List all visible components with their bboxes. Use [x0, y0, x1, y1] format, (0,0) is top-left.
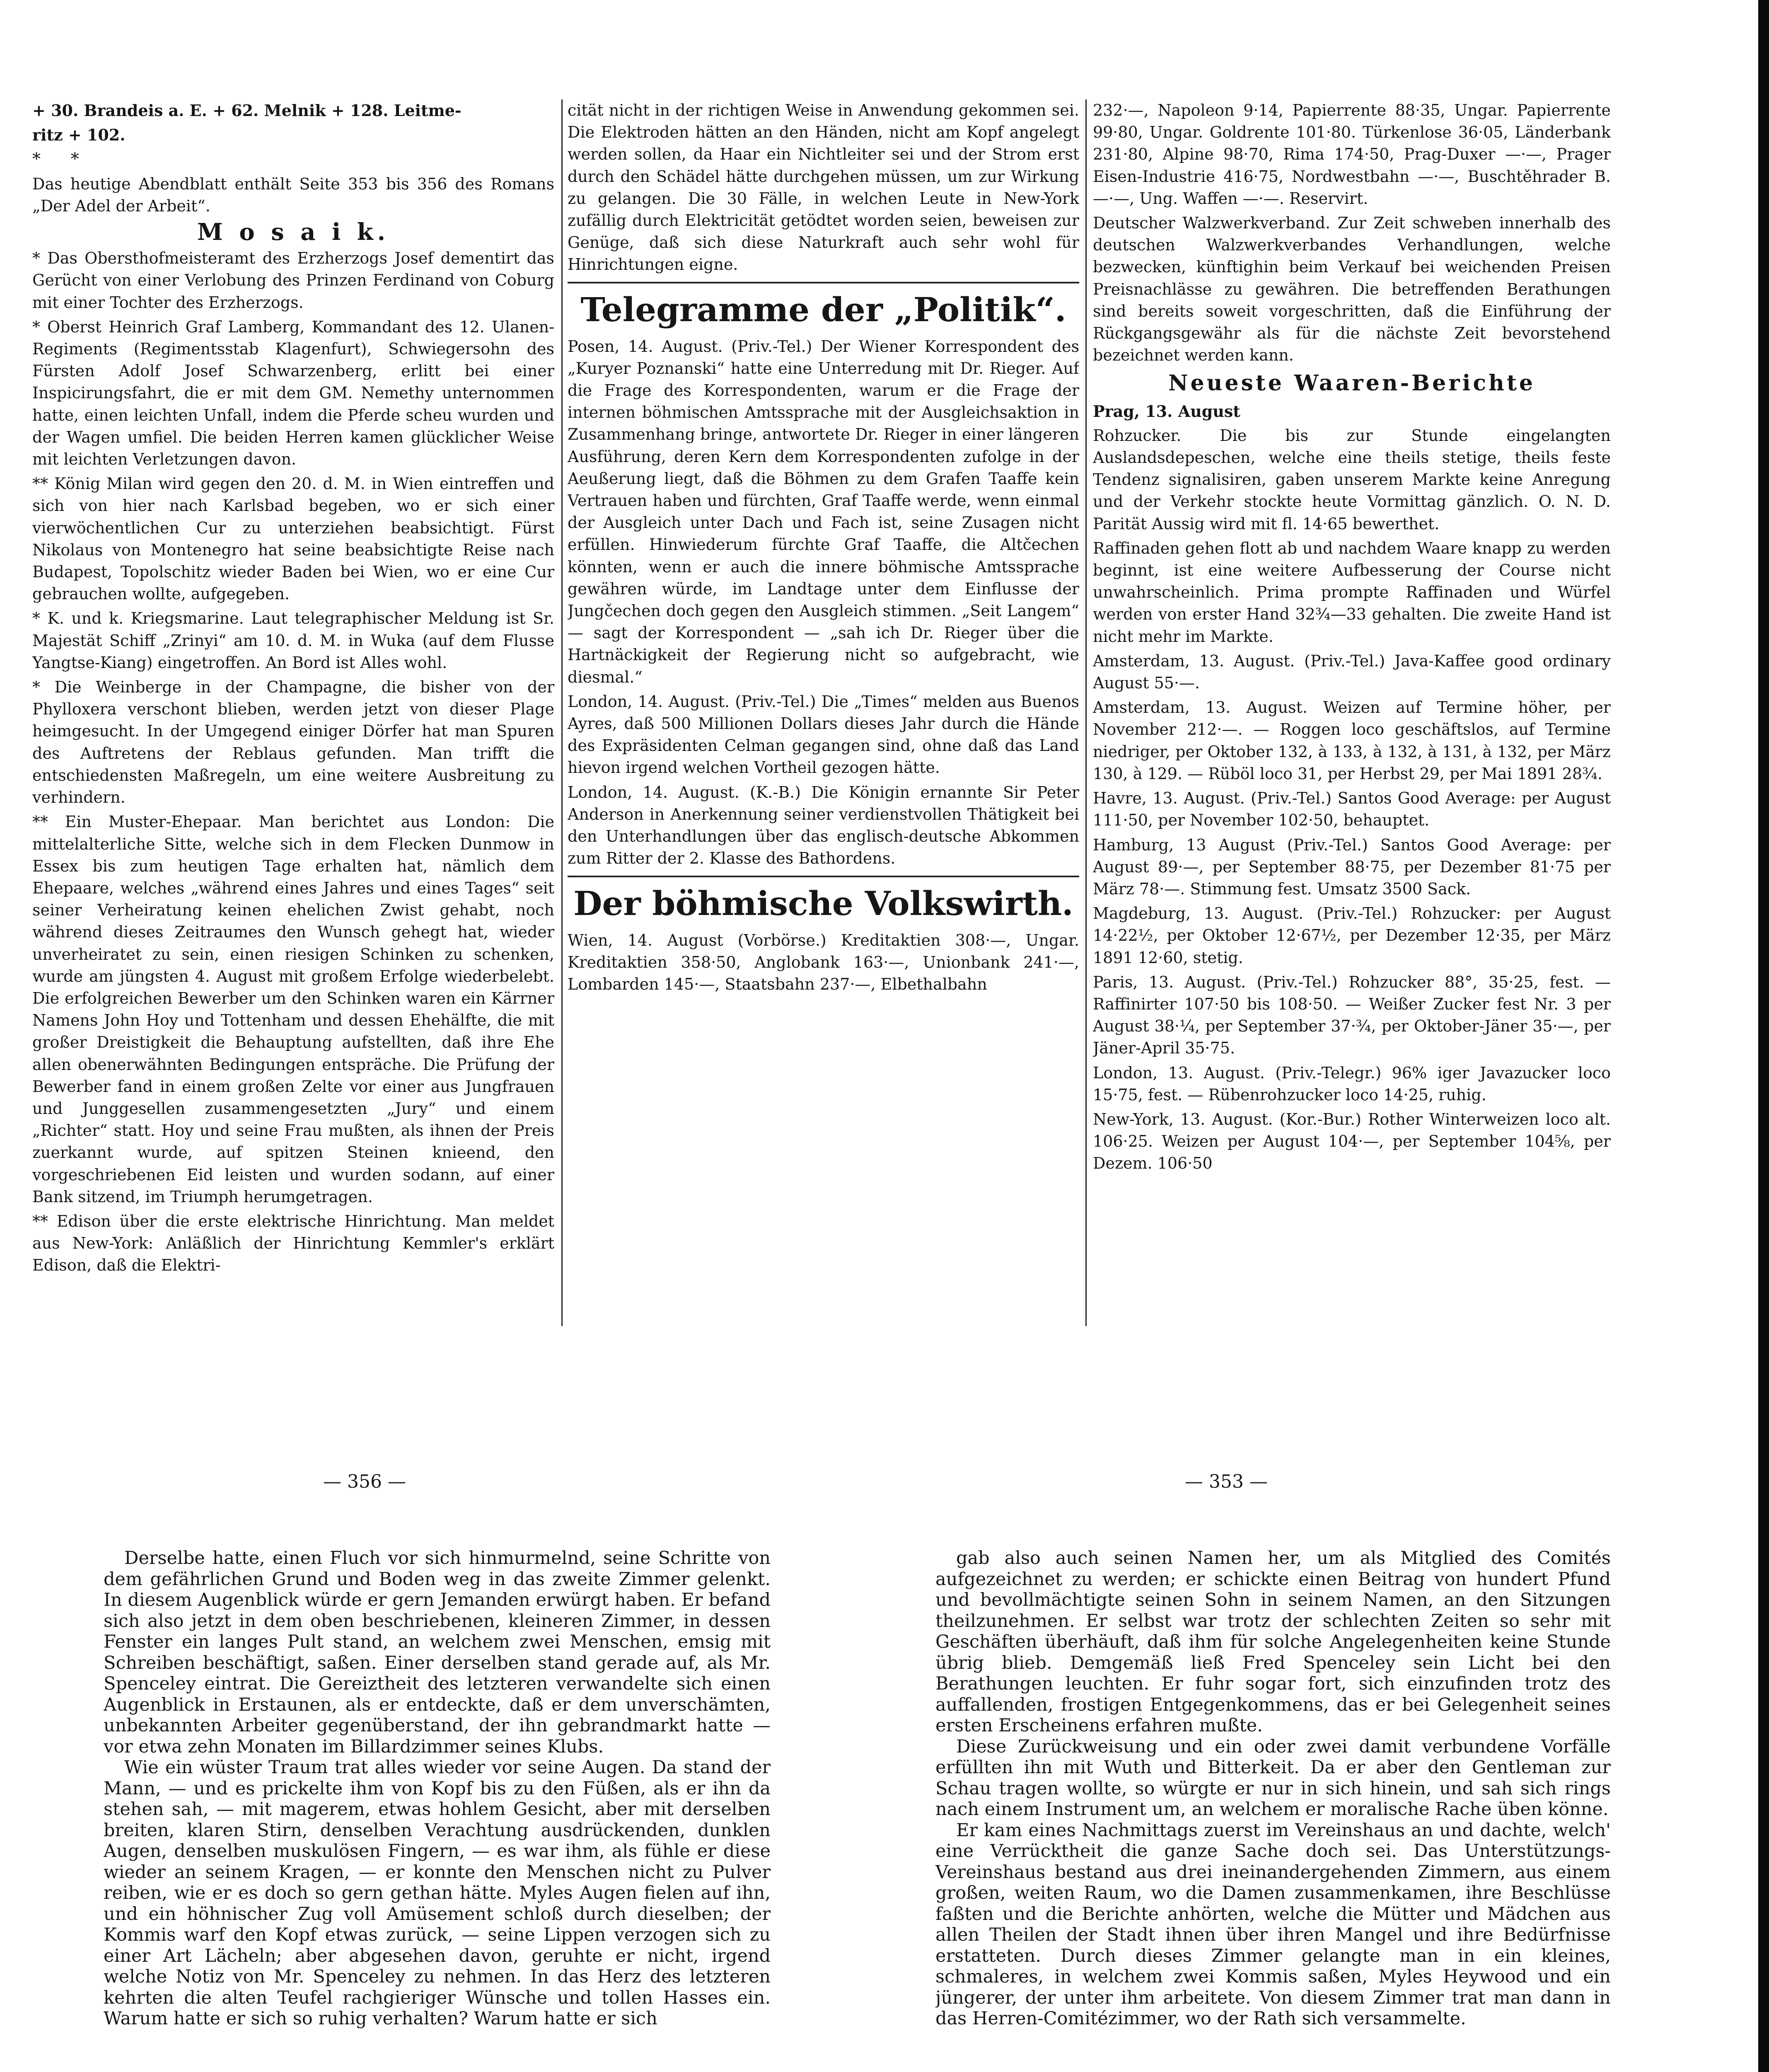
mosaik-item: * Das Obersthofmeisteramt des Erzherzogs Josef dementirt das Gerücht von einer Verlobung des Prinzen Ferdinand von Coburg mit einer Tochter des Erzherzogs. [32, 249, 554, 312]
prag-dateline: Prag, 13. August [1093, 402, 1240, 421]
section-divider [568, 876, 1079, 877]
page-number-left: — 356 — [323, 1471, 406, 1492]
mosaik-item: ** Ein Muster-Ehepaar. Man berichtet aus London: Die mittelalterliche Sitte, welche sich in dem Flecken Dunmow in Essex bis zum heutigen Tage erhalten hat, nämlich dem Ehepaare, welches „während eines Jahres und eines Tages“ seit seiner Verheiratung keinen ehelichen Zwist gehabt, noch während dieses Zeitraumes den Wunsch gehegt hat, wieder unverheiratet zu sein, einen riesigen Schinken zu schenken, wurde am jüngsten 4. August mit großem Erfolge wiederbelebt. Die erfolgreichen Bewerber um den Schinken waren ein Kärrner Namens John Hoy und Tottenham und dessen Ehehälfte, die mit großer Dreistigkeit die Behauptung aufstellten, daß ihre Ehe allen obenerwähnten Bedingungen entspräche. Die Prüfung der Bewerber fand in einem großen Zelte vor einer aus Jungfrauen und Junggesellen zusammengesetzten „Jury“ und einem „Richter“ statt. Hoy und seine Frau mußten, als ihnen der Preis zuerkannt wurde, auf spitzen Steinen knieend, den vorgeschriebenen Eid leisten und wurden sodann, auf einer Bank sitzend, im Triumph herumgetragen. [32, 813, 554, 1206]
mosaik-item: * Die Weinberge in der Champagne, die bisher von der Phylloxera verschont blieben, werden jetzt von dieser Plage heimgesucht. In der Umgegend einiger Dörfer hat man Spuren des Auftretens der Reblaus gefunden. Man trifft die entschiedensten Maßregeln, um eine weitere Ausbreitung zu verhindern. [32, 678, 554, 807]
news-column-2 [568, 99, 1079, 1322]
novel-paragraph: Derselbe hatte, einen Fluch vor sich hinmurmelnd, seine Schritte von dem gefährlichen Grund und Boden weg in das zweite Zimmer gelenkt. In diesem Augenblick würde er gern Jemanden erwürgt haben. Er befand sich also jetzt in dem oben beschriebenen, kleineren Zimmer, in dessen Fenster ein langes Pult stand, an welchem zwei Menschen, emsig mit Schreiben beschäftigt, saßen. Einer derselben stand gerade auf, als Mr. Spenceley eintrat. Die Gereiztheit des letzteren verwandelte sich einen Augenblick in Erstaunen, als er entdeckte, daß er dem unverschämten, unbekannten Arbeiter gegenüberstand, der ihn gebrandmarkt hatte — vor etwa zehn Monaten im Billardzimmer seines Klubs. [104, 1548, 771, 1757]
market-item: Hamburg, 13 August (Priv.-Tel.) Santos Good Average: per August 89·—, per September 88·75, per Dezember 81·75 per März 78·—. Stimmung fest. Umsatz 3500 Sack. [1093, 835, 1611, 898]
mosaik-item: ** Edison über die erste elektrische Hinrichtung. Man meldet aus New-York: Anläßlich der Hinrichtung Kemmler's erklärt Edison, daß die Elektri- [32, 1212, 554, 1275]
edison-continuation: cität nicht in der richtigen Weise in Anwendung gekommen sei. Die Elektroden hätten an den Händen, nicht am Kopf angelegt werden sollen, da Haar ein Nichtleiter sei und der Strom erst durch den Schädel hätte durchgehen müssen, um zur Wirkung zu gelangen. Die 30 Fälle, in welchen Leute in New-York zufällig durch Elektricität getödtet worden seien, beweisen zur Genüge, daß sich diese Naturkraft auch sehr wohl für Hinrichtungen eigne. [568, 101, 1079, 274]
column-divider [1085, 99, 1087, 1326]
walzwerk-item: Deutscher Walzwerkverband. Zur Zeit schweben innerhalb des deutschen Walzwerkverbandes Verhandlungen, welche bezwecken, künftighin beim Verkauf bei weichenden Preisen Preisnachlässe zu gewähren. Die betreffenden Berathungen sind bereits soweit vorgeschritten, daß die Einführung der Rückgangsgewähr als für die nächste Zeit bevorstehend bezeichnet werden kann. [1093, 214, 1611, 365]
column-divider [561, 99, 563, 1326]
column1-line-1: + 30. Brandeis a. E. + 62. Melnik + 128. Leitme- [32, 101, 462, 120]
mosaik-item: * Oberst Heinrich Graf Lamberg, Kommandant des 12. Ulanen-Regiments (Regimentsstab Klagenfurt), Schwiegersohn des Fürsten Adolf Josef Schwarzenberg, erlitt bei einer Inspicirungsfahrt, die er mit dem GM. Nemethy unternommen hatte, einen leichten Unfall, indem die Pferde scheu wurden und der Wagen umfiel. Die beiden Herren kamen glücklicher Weise mit leichten Verletzungen davon. [32, 317, 554, 469]
market-item: London, 13. August. (Priv.-Telegr.) 96% iger Javazucker loco 15·75, fest. — Rübenrohzucker loco 14·25, ruhig. [1093, 1063, 1611, 1104]
waaren-berichte-title: Neueste Waaren-Berichte [1168, 370, 1535, 396]
page-number-right: — 353 — [1185, 1471, 1268, 1492]
market-item: Amsterdam, 13. August. (Priv.-Tel.) Java-Kaffee good ordinary August 55·—. [1093, 651, 1611, 692]
volkswirth-title: Der böhmische Volkswirth. [573, 884, 1073, 923]
market-item: New-York, 13. August. (Kor.-Bur.) Rother Winterweizen loco alt. 106·25. Weizen per August 104·—, per September 104⅝, per Dezem. 106·50 [1093, 1110, 1611, 1173]
news-column-3 [1093, 99, 1611, 1322]
boerse-continuation: 232·—, Napoleon 9·14, Papierrente 88·35, Ungar. Papierrente 99·80, Ungar. Goldrente 101·80. Türkenlose 36·05, Länderbank 231·80, Alpine 98·70, Rima 174·50, Prag-Duxer —·—, Prager Eisen-Industrie 416·75, Nordwestbahn —·—, Buschtěhrader B. —·—, Ung. Waffen —·—. Reservirt. [1093, 101, 1611, 208]
telegramme-title: Telegramme der „Politik“. [580, 290, 1066, 329]
mosaik-title: M o s a i k. [197, 218, 390, 246]
column1-line-2: ritz + 102. [32, 126, 126, 145]
telegram-item: London, 14. August. (K.-B.) Die Königin ernannte Sir Peter Anderson in Anerkennung seiner verdienstvollen Thätigkeit bei den Unterhandlungen über das englisch-deutsche Abkommen zum Ritter der 2. Klasse des Bathordens. [568, 783, 1079, 868]
market-item: Havre, 13. August. (Priv.-Tel.) Santos Good Average: per August 111·50, per November 102·50, behauptet. [1093, 789, 1611, 830]
novel-paragraph: Er kam eines Nachmittags zuerst im Vereinshaus an und dachte, welch' eine Verrücktheit die ganze Sache doch sei. Das Unterstützungs-Vereinshaus bestand aus drei ineinandergehenden Zimmern, aus einem großen, weiten Raum, wo die Damen zusammenkamen, ihre Beschlüsse faßten und die Berichte anhörten, welche die Mütter und Mädchen aus allen Theilen der Stadt ihnen über ihren Mangel und ihre Bedürfnisse erstatteten. Durch dieses Zimmer gelangte man in ein kleines, schmaleres, in welchem zwei Kommis saßen, Myles Heywood und ein jüngerer, der unter ihm arbeitete. Von diesem Zimmer trat man dann in das Herren-Comitézimmer, wo der Rath sich versammelte. [935, 1820, 1611, 2029]
market-item: Amsterdam, 13. August. Weizen auf Termine höher, per November 212·—. — Roggen loco geschäftslos, auf Termine niedriger, per Oktober 132, à 133, à 132, à 131, à 132, per März 130, à 129. — Rüböl loco 31, per Herbst 29, per Mai 1891 28¾. [1093, 698, 1611, 783]
novel-paragraph: Diese Zurückweisung und ein oder zwei damit verbundene Vorfälle erfüllten ihn mit Wuth und Bitterkeit. Da er aber den Gentleman zur Schau tragen wollte, so würgte er nur in sich hinein, und sah sich rings nach einem Instrument um, an welchem er moralische Rache üben könne. [935, 1736, 1611, 1820]
novel-paragraph: Wie ein wüster Traum trat alles wieder vor seine Augen. Da stand der Mann, — und es prickelte ihm von Kopf bis zu den Füßen, als er ihn da stehen sah, — mit magerem, etwas hohlem Gesicht, aber mit derselben breiten, klaren Stirn, denselben Verachtung ausdrückenden, dunklen Augen, denselben muskulösen Fingern, — es war ihm, als fühle er diese wieder an seinem Kragen, — er konnte den Menschen nicht zu Pulver reiben, wie er es doch so gern gethan hätte. Myles Augen fielen auf ihn, und ein höhnischer Zug voll Amüsement schloß durch dieselben; der Kommis warf den Kopf etwas zurück, — seine Lippen verzogen sich zu einer Art Lächeln; aber abgesehen davon, geruhte er nicht, irgend welche Notiz von Mr. Spenceley zu nehmen. In das Herz des letzteren kehrten die alten Teufel rachgieriger Wünsche und tollen Hasses ein. Warum hatte er sich so ruhig verhalten? Warum hatte er sich [104, 1757, 771, 2029]
volkswirth-text: Wien, 14. August (Vorbörse.) Kreditaktien 308·—, Ungar. Kreditaktien 358·50, Anglobank 163·—, Unionbank 241·—, Lombarden 145·—, Staatsbahn 237·—, Elbethalbahn [568, 931, 1079, 993]
telegram-item: London, 14. August. (Priv.-Tel.) Die „Times“ melden aus Buenos Ayres, daß 500 Millionen Dollars dieses Jahr durch die Hände des Expräsidenten Celman gegangen sind, ohne daß das Land hievon irgend welchen Vortheil gezogen hätte. [568, 692, 1079, 777]
novel-page-353 [935, 1548, 1611, 2072]
market-item: Magdeburg, 13. August. (Priv.-Tel.) Rohzucker: per August 14·22½, per Oktober 12·67½, per Dezember 12·35, per März 1891 12·60, stetig. [1093, 904, 1611, 967]
section-divider [568, 282, 1079, 283]
market-item: Raffinaden gehen flott ab und nachdem Waare knapp zu werden beginnt, ist eine weitere Aufbesserung der Course nicht unwahrscheinlich. Prima prompte Raffinaden und Würfel werden von erster Hand 32¾—33 gehalten. Die zweite Hand ist nicht mehr im Markte. [1093, 539, 1611, 646]
mosaik-item: ** König Milan wird gegen den 20. d. M. in Wien eintreffen und sich von hier nach Karlsbad begeben, wo er sich einer vierwöchentlichen Cur zu unterziehen beabsichtigt. Fürst Nikolaus von Montenegro hat seine beabsichtigte Reise nach Budapest, Topolschitz wieder Baden bei Wien, wo er eine Cur gebrauchen wollte, aufgegeben. [32, 474, 554, 603]
novel-paragraph: gab also auch seinen Namen her, um als Mitglied des Comités aufgezeichnet zu werden; er schickte einen Beitrag von hundert Pfund und bevollmächtigte seinen Sohn in seinem Namen, an den Sitzungen theilzunehmen. Er selbst war trotz der schlechten Zeiten so sehr mit Geschäften überhäuft, daß ihm für solche Angelegenheiten keine Stunde übrig blieb. Demgemäß ließ Fred Spenceley sein Licht bei den Berathungen leuchten. Er fuhr sogar fort, sich einzufinden trotz des auffallenden, frostigen Entgegenkommens, das er bei Gelegenheit seines ersten Erscheinens erfahren mußte. [935, 1548, 1611, 1736]
news-column-1 [32, 99, 554, 1322]
market-item: Rohzucker. Die bis zur Stunde eingelangten Auslandsdepeschen, welche eine theils stetige, theils feste Tendenz signalisiren, gaben unserem Markte keine Anregung und der Verkehr stockte heute Vormittag gänzlich. O. N. D. Parität Aussig wird mit fl. 14·65 bewerthet. [1093, 426, 1611, 533]
scan-edge-bar [1758, 0, 1769, 2072]
stars-divider: * * [32, 150, 92, 169]
market-item: Paris, 13. August. (Priv.-Tel.) Rohzucker 88°, 35·25, fest. — Raffinirter 107·50 bis 108·50. — Weißer Zucker fest Nr. 3 per August 38·¼, per September 37·¾, per Oktober-Jäner 35·—, per Jäner-April 35·75. [1093, 973, 1611, 1058]
abendblatt-note: Das heutige Abendblatt enthält Seite 353 bis 356 des Romans „Der Adel der Arbeit“. [32, 174, 554, 215]
novel-page-356 [104, 1548, 771, 2072]
telegram-item: Posen, 14. August. (Priv.-Tel.) Der Wiener Korrespondent des „Kuryer Poznanski“ hatte eine Unterredung mit Dr. Rieger. Auf die Frage des Korrespondenten, warum er die Frage der internen böhmischen Amtssprache mit der Ausgleichsaktion in Zusammenhang bringe, antwortete Dr. Rieger in einer längeren Ausführung, deren Kern dem Korrespondenten zufolge in der Aeußerung liegt, daß die Böhmen zu dem Grafen Taaffe kein Vertrauen haben und fürchten, Graf Taaffe werde, wenn einmal der Ausgleich unter Dach und Fach ist, seine Zusagen nicht erfüllen. Hinwiederum fürchte Graf Taaffe, die Altčechen könnten, wenn er auch die innere böhmische Amtssprache gewähren würde, im Landtage unter dem Einflusse der Jungčechen doch gegen den Ausgleich stimmen. „Seit Langem“ — sagt der Korrespondent — „sah ich Dr. Rieger über die Hartnäckigkeit der Regierung nicht so aufgebracht, wie diesmal.“ [568, 337, 1079, 686]
mosaik-item: * K. und k. Kriegsmarine. Laut telegraphischer Meldung ist Sr. Majestät Schiff „Zrinyi“ am 10. d. M. in Wuka (auf dem Flusse Yangtse-Kiang) eingetroffen. An Bord ist Alles wohl. [32, 609, 554, 672]
